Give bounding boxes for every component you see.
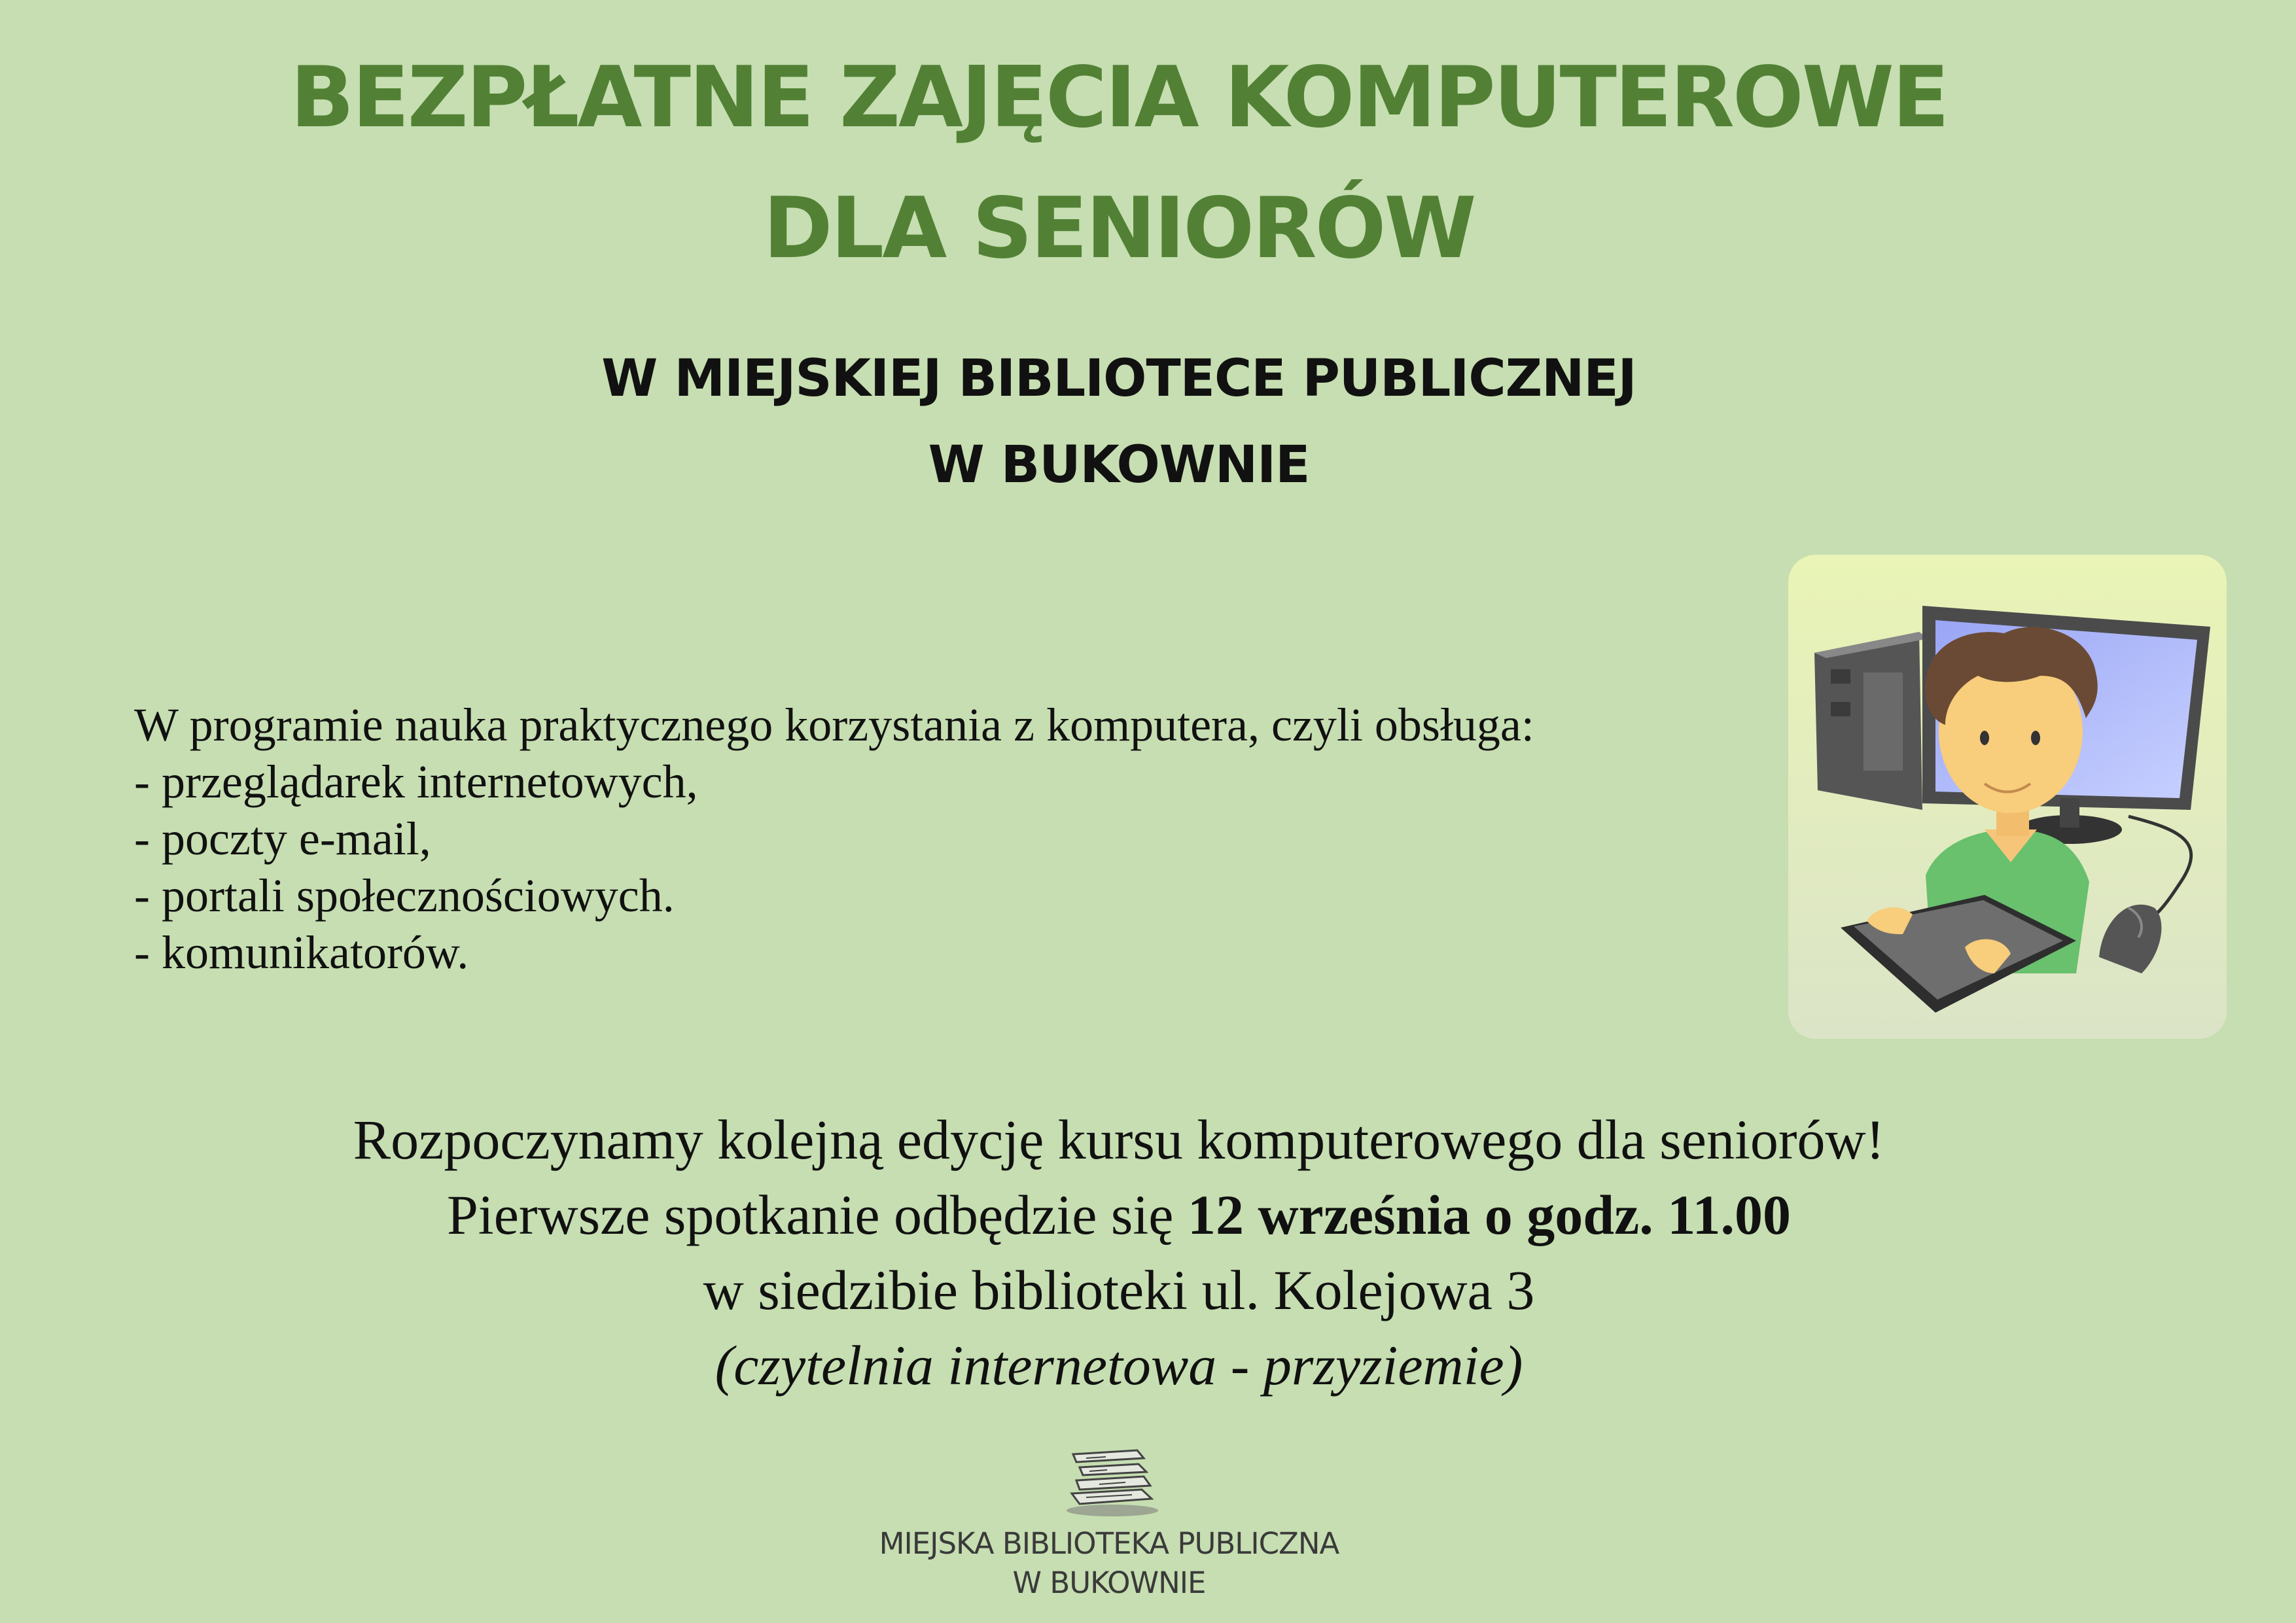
books-stack-icon <box>1060 1442 1165 1518</box>
announcement-line1: Rozpoczynamy kolejną edycję kursu komputerowego dla seniorów! <box>353 1108 1885 1171</box>
poster-subtitle-line1: W MIEJSKIEJ BIBLIOTECE PUBLICZNEJ <box>601 349 1636 408</box>
library-name-line1: MIEJSKA BIBLIOTEKA PUBLICZNA <box>879 1526 1339 1561</box>
announcement-line3: w siedzibie biblioteki ul. Kolejowa 3 <box>703 1259 1535 1321</box>
library-logo <box>1060 1442 1165 1518</box>
announcement-line2-prefix: Pierwsze spotkanie odbędzie się <box>446 1183 1188 1246</box>
poster-title-line1: BEZPŁATNE ZAJĘCIA KOMPUTEROWE <box>290 49 1948 147</box>
program-item: - komunikatorów. <box>134 926 469 979</box>
program-intro: W programie nauka praktycznego korzystania z komputera, czyli obsługa: <box>134 699 1534 751</box>
announcement-line2 <box>0 1178 2238 1253</box>
announcement <box>0 1102 2238 1403</box>
library-logo-text <box>0 1524 2218 1603</box>
poster-subtitle-line2: W BUKOWNIE <box>928 436 1310 495</box>
announcement-line4 <box>0 1328 2238 1403</box>
computer-user-icon <box>1788 555 2227 1039</box>
program-list <box>134 697 1770 981</box>
announcement-date-time: 12 września o godz. 11.00 <box>1187 1183 1792 1246</box>
program-item: - poczty e-mail, <box>134 812 431 865</box>
computer-user-illustration <box>1788 555 2227 1039</box>
library-name-line2: W BUKOWNIE <box>1012 1565 1206 1600</box>
poster-title-line2: DLA SENIORÓW <box>763 180 1475 277</box>
program-item: - portali społecznościowych. <box>134 869 675 922</box>
program-item: - przeglądarek internetowych, <box>134 756 698 808</box>
announcement-location-note: (czytelnia internetowa - przyziemie) <box>715 1334 1523 1397</box>
